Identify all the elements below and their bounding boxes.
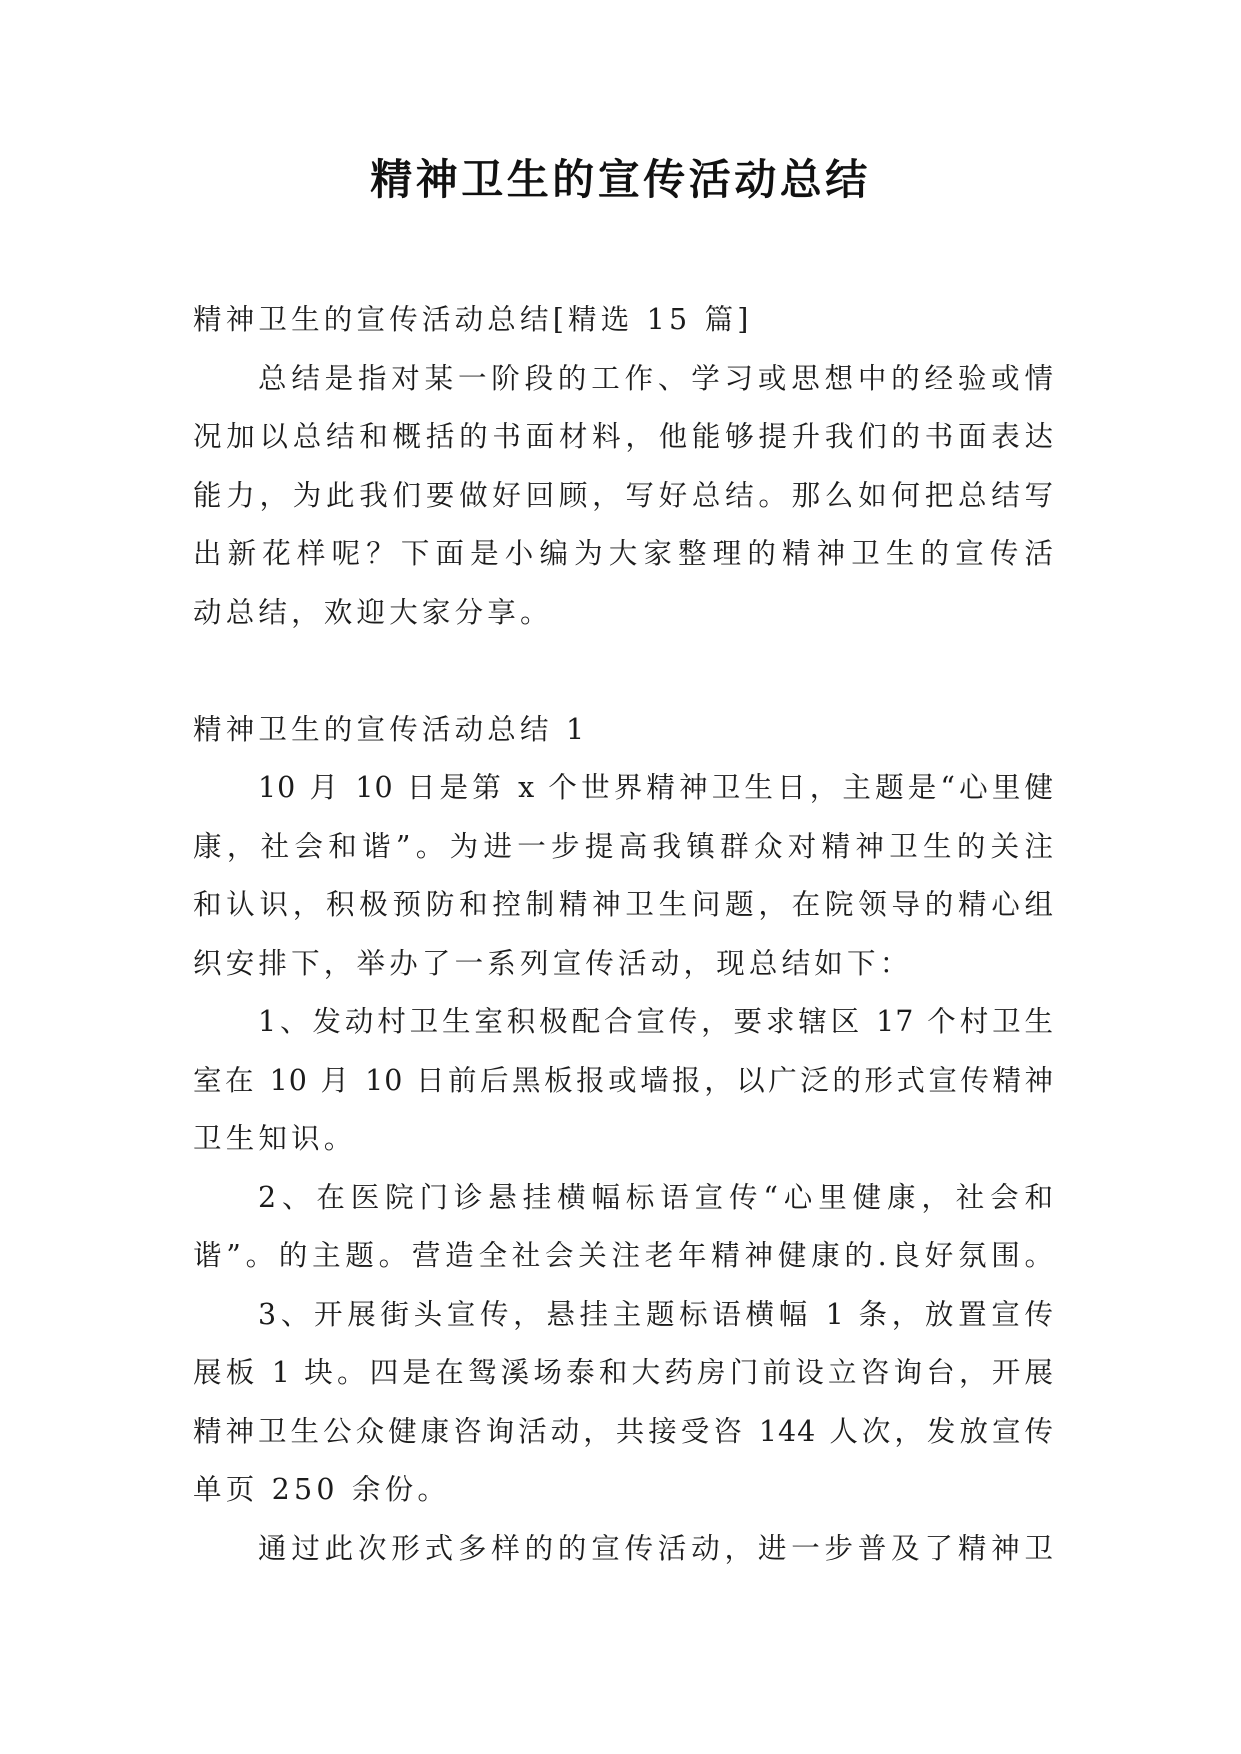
paragraph-line: 卫生知识。 <box>193 1122 357 1155</box>
paragraph-line: 精神卫生公众健康咨询活动，共接受咨 144 人次，发放宣传 <box>193 1414 1054 1448</box>
section-paragraph <box>193 993 1054 1169</box>
paragraph-line: 总结是指对某一阶段的工作、学习或思想中的经验或情 <box>258 361 1054 395</box>
paragraph-line: 和认识，积极预防和控制精神卫生问题，在院领导的精心组 <box>193 888 1054 921</box>
section-paragraph <box>193 1169 1054 1286</box>
document-body <box>193 291 1054 1578</box>
section-heading: 精神卫生的宣传活动总结 1 <box>193 712 589 746</box>
section-paragraph <box>193 759 1054 993</box>
paragraph-line: 能力，为此我们要做好回顾，写好总结。那么如何把总结写 <box>193 478 1054 512</box>
intro-paragraph <box>193 350 1054 643</box>
paragraph-line: 康，社会和谐”。为进一步提高我镇群众对精神卫生的关注 <box>193 829 1054 863</box>
document-title: 精神卫生的宣传活动总结 <box>370 155 871 204</box>
paragraph-line: 单页 250 余份。 <box>193 1473 451 1506</box>
paragraph-line: 室在 10 月 10 日前后黑板报或墙报，以广泛的形式宣传精神 <box>193 1063 1054 1097</box>
paragraph-line: 10 月 10 日是第 x 个世界精神卫生日，主题是“心里健 <box>258 771 1054 804</box>
paragraph-line: 织安排下，举办了一系列宣传活动，现总结如下： <box>193 946 913 980</box>
document-subtitle: 精神卫生的宣传活动总结[精选 15 篇] <box>193 303 753 336</box>
paragraph-line: 3、开展街头宣传，悬挂主题标语横幅 1 条，放置宣传 <box>258 1297 1054 1331</box>
paragraph-line: 谐”。的主题。营造全社会关注老年精神健康的.良好氛围。 <box>193 1239 1054 1272</box>
paragraph-line: 动总结，欢迎大家分享。 <box>193 595 553 629</box>
paragraph-line: 2、在医院门诊悬挂横幅标语宣传“心里健康，社会和 <box>258 1180 1054 1214</box>
paragraph-line: 1、发动村卫生室积极配合宣传，要求辖区 17 个村卫生 <box>258 1005 1054 1038</box>
section-paragraph <box>193 1520 1054 1579</box>
paragraph-line: 展板 1 块。四是在鸳溪场泰和大药房门前设立咨询台，开展 <box>193 1356 1054 1389</box>
section-paragraph <box>193 1286 1054 1520</box>
paragraph-line: 通过此次形式多样的的宣传活动，进一步普及了精神卫 <box>258 1531 1054 1565</box>
paragraph-line: 出新花样呢？下面是小编为大家整理的精神卫生的宣传活 <box>193 537 1054 570</box>
blank-line <box>193 642 1054 701</box>
paragraph-line: 况加以总结和概括的书面材料，他能够提升我们的书面表达 <box>193 420 1054 453</box>
